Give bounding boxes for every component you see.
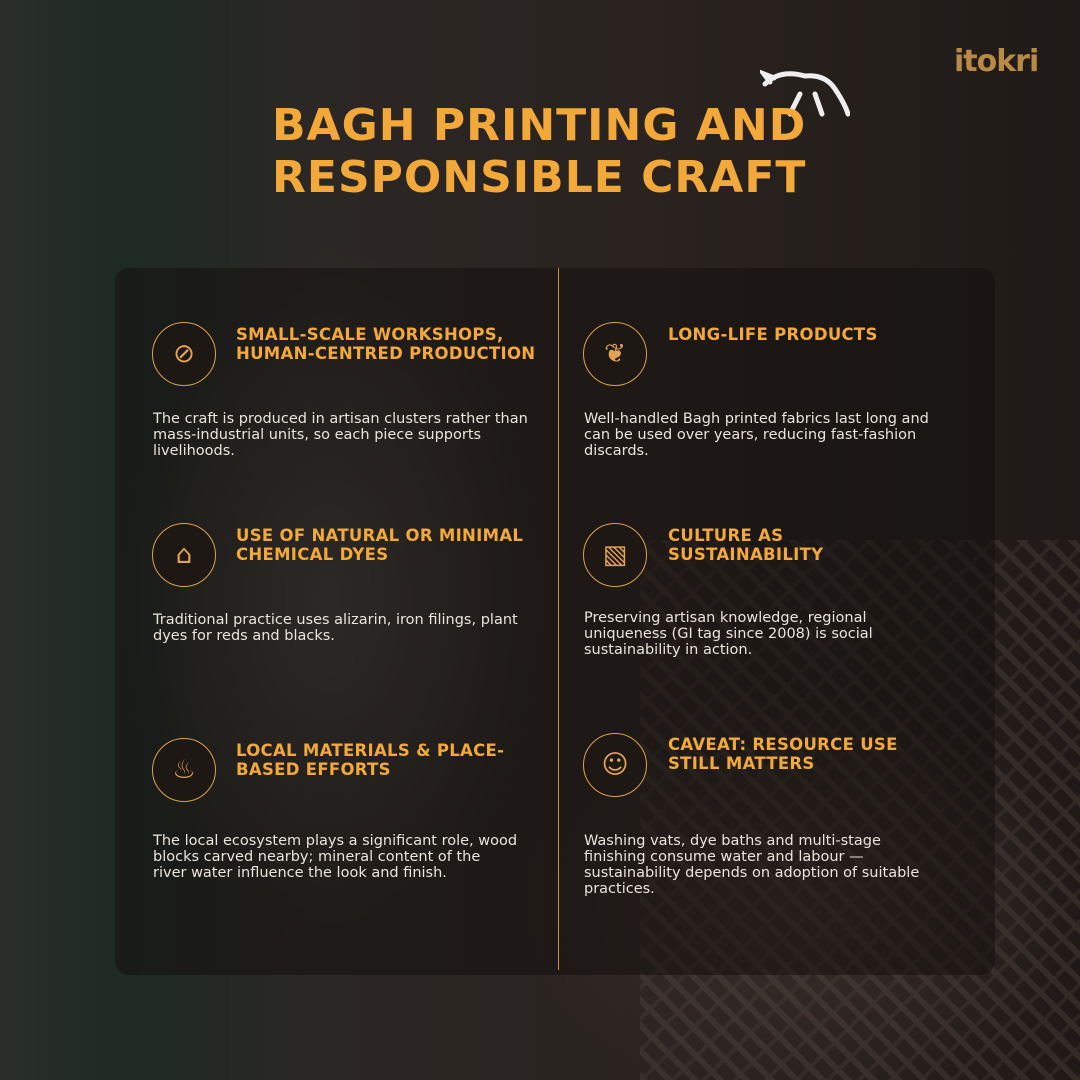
page-title [272, 100, 806, 204]
no-factory-icon: ⊘ [152, 322, 216, 386]
item-body: Traditional practice uses alizarin, iron filings, plant dyes for reds and blacks. [153, 612, 518, 644]
itokri-logo: itokri [954, 44, 1039, 79]
item-body: The craft is produced in artisan clusters rather than mass-industrial units, so each piece supports livelihoods. [153, 411, 528, 459]
title-line-2: RESPONSIBLE CRAFT [272, 152, 807, 203]
item-body: Preserving artisan knowledge, regional uniqueness (GI tag since 2008) is social sustainability in action. [584, 610, 873, 658]
item-heading: USE OF NATURAL OR MINIMAL CHEMICAL DYES [236, 526, 524, 564]
boiling-pot-icon: ♨ [152, 738, 216, 802]
plant-dyes-icon: ❦ [583, 322, 647, 386]
title-line-1: BAGH PRINTING AND [272, 100, 807, 151]
dye-shop-icon: ⌂ [152, 523, 216, 587]
item-heading: CAVEAT: RESOURCE USE STILL MATTERS [668, 735, 898, 773]
item-heading: LOCAL MATERIALS & PLACE-BASED EFFORTS [236, 741, 505, 779]
item-body: Washing vats, dye baths and multi-stage finishing consume water and labour — sustainability depends on adoption of suitable practices. [584, 833, 920, 897]
artisans-icon: ☺ [583, 733, 647, 797]
printed-fabric-icon: ▧ [583, 523, 647, 587]
item-heading: CULTURE AS SUSTAINABILITY [668, 526, 824, 564]
item-body: The local ecosystem plays a significant role, wood blocks carved nearby; mineral content of the river water influence the look and finish. [153, 833, 518, 881]
column-divider [558, 268, 559, 970]
item-heading: LONG-LIFE PRODUCTS [668, 325, 878, 344]
item-body: Well-handled Bagh printed fabrics last long and can be used over years, reducing fast-fashion discards. [584, 411, 929, 459]
item-heading: SMALL-SCALE WORKSHOPS, HUMAN-CENTRED PRODUCTION [236, 325, 536, 363]
